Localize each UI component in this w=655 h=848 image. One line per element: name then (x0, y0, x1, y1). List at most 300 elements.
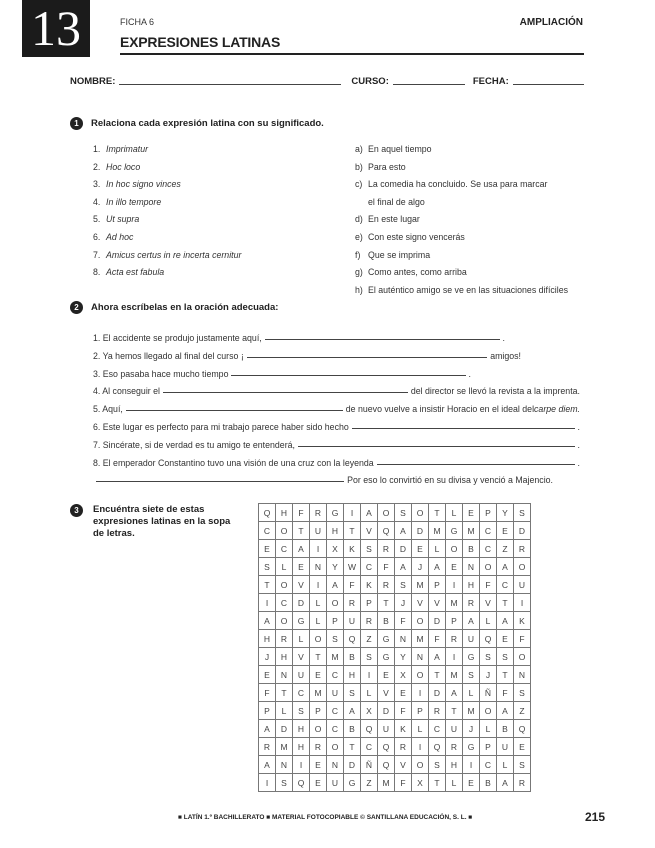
grid-cell[interactable]: T (429, 504, 446, 522)
grid-cell[interactable]: H (293, 738, 310, 756)
grid-cell[interactable]: H (446, 756, 463, 774)
name-field[interactable] (119, 83, 341, 85)
grid-cell[interactable]: H (327, 522, 344, 540)
grid-cell[interactable]: A (446, 684, 463, 702)
grid-cell[interactable]: V (293, 576, 310, 594)
grid-cell[interactable]: O (412, 666, 429, 684)
grid-cell[interactable]: E (446, 558, 463, 576)
grid-cell[interactable]: O (480, 558, 497, 576)
grid-cell[interactable]: X (395, 666, 412, 684)
grid-cell[interactable]: I (446, 648, 463, 666)
grid-cell[interactable]: G (463, 738, 480, 756)
sentence-row (93, 436, 580, 450)
grid-cell[interactable]: T (378, 594, 395, 612)
grid-cell[interactable]: F (497, 684, 514, 702)
grid-cell[interactable]: P (412, 702, 429, 720)
grid-cell[interactable]: S (497, 648, 514, 666)
grid-cell[interactable]: Q (344, 630, 361, 648)
grid-cell[interactable]: F (378, 558, 395, 576)
item-letter: d) (355, 214, 363, 225)
sentence-row (93, 471, 553, 485)
grid-cell[interactable]: Q (378, 522, 395, 540)
grid-cell[interactable]: I (293, 756, 310, 774)
grid-cell[interactable]: T (259, 576, 276, 594)
grid-cell[interactable]: U (378, 720, 395, 738)
grid-cell[interactable]: Q (514, 720, 531, 738)
grid-cell[interactable]: O (480, 702, 497, 720)
grid-cell[interactable]: M (463, 702, 480, 720)
grid-cell[interactable]: D (412, 522, 429, 540)
grid-cell[interactable]: S (395, 504, 412, 522)
grid-cell[interactable]: R (361, 612, 378, 630)
grid-cell[interactable]: L (276, 558, 293, 576)
grid-cell[interactable]: L (276, 702, 293, 720)
grid-cell[interactable]: V (293, 648, 310, 666)
answer-blank[interactable] (352, 428, 575, 429)
grid-cell[interactable]: J (480, 666, 497, 684)
grid-cell[interactable]: B (344, 648, 361, 666)
grid-cell[interactable]: Q (293, 774, 310, 792)
grid-cell[interactable]: B (344, 720, 361, 738)
grid-cell[interactable]: R (395, 738, 412, 756)
grid-cell[interactable]: A (429, 648, 446, 666)
grid-cell[interactable]: D (514, 522, 531, 540)
grid-cell[interactable]: Q (361, 720, 378, 738)
grid-cell[interactable]: D (378, 702, 395, 720)
grid-cell[interactable]: N (514, 666, 531, 684)
grid-cell[interactable]: D (276, 720, 293, 738)
grid-cell[interactable]: M (446, 666, 463, 684)
grid-cell[interactable]: F (395, 702, 412, 720)
grid-cell[interactable]: U (463, 630, 480, 648)
grid-cell[interactable]: E (463, 504, 480, 522)
grid-cell[interactable]: B (463, 540, 480, 558)
grid-cell[interactable]: S (293, 702, 310, 720)
list-item (355, 264, 568, 282)
grid-cell[interactable]: K (344, 540, 361, 558)
grid-cell[interactable]: P (361, 594, 378, 612)
exercise-number: 3 (70, 504, 83, 517)
meaning: Como antes, como arriba (368, 267, 467, 278)
grid-cell[interactable]: H (293, 720, 310, 738)
item-letter: b) (355, 161, 363, 172)
grid-cell[interactable]: R (344, 594, 361, 612)
grid-cell[interactable]: O (412, 504, 429, 522)
grid-cell[interactable]: L (361, 684, 378, 702)
grid-cell[interactable]: A (497, 702, 514, 720)
grid-cell[interactable]: V (480, 594, 497, 612)
grid-cell[interactable]: M (412, 630, 429, 648)
grid-cell[interactable]: T (310, 648, 327, 666)
grid-cell[interactable]: E (259, 666, 276, 684)
grid-cell[interactable]: A (463, 612, 480, 630)
grid-cell[interactable]: V (361, 522, 378, 540)
grid-cell[interactable]: A (293, 540, 310, 558)
grid-cell[interactable]: J (412, 558, 429, 576)
grid-cell[interactable]: C (327, 720, 344, 738)
grid-cell[interactable]: Ñ (361, 756, 378, 774)
grid-cell[interactable]: N (463, 558, 480, 576)
grid-cell[interactable]: O (378, 504, 395, 522)
grid-cell[interactable]: L (446, 504, 463, 522)
answer-blank[interactable] (298, 446, 575, 447)
grid-cell[interactable]: M (327, 648, 344, 666)
grid-cell[interactable]: Z (361, 774, 378, 792)
grid-cell[interactable]: R (429, 702, 446, 720)
grid-cell[interactable]: R (463, 594, 480, 612)
item-letter: f) (355, 249, 361, 260)
grid-cell[interactable]: K (514, 612, 531, 630)
grid-cell[interactable]: R (446, 630, 463, 648)
grid-cell[interactable]: V (412, 594, 429, 612)
grid-cell[interactable]: L (480, 720, 497, 738)
student-info-row (70, 76, 584, 87)
grid-cell[interactable]: V (395, 756, 412, 774)
grid-cell[interactable]: S (259, 558, 276, 576)
grid-cell[interactable]: O (327, 594, 344, 612)
grid-cell[interactable]: O (276, 522, 293, 540)
grid-cell[interactable]: N (395, 630, 412, 648)
grid-cell[interactable]: U (497, 738, 514, 756)
grid-cell[interactable]: U (327, 684, 344, 702)
grid-cell[interactable]: R (378, 576, 395, 594)
grid-cell[interactable]: I (344, 504, 361, 522)
course-field[interactable] (393, 83, 465, 85)
grid-cell[interactable]: W (344, 558, 361, 576)
grid-cell[interactable]: K (395, 720, 412, 738)
grid-cell[interactable]: A (497, 774, 514, 792)
grid-cell[interactable]: O (446, 540, 463, 558)
grid-cell[interactable]: Q (480, 630, 497, 648)
meaning: El auténtico amigo se ve en las situaciones difíciles (368, 284, 568, 295)
grid-cell[interactable]: D (395, 540, 412, 558)
grid-cell[interactable]: T (276, 684, 293, 702)
grid-cell[interactable]: K (361, 576, 378, 594)
grid-cell[interactable]: C (259, 522, 276, 540)
grid-cell[interactable]: R (310, 738, 327, 756)
grid-cell[interactable]: C (276, 540, 293, 558)
grid-cell[interactable]: A (429, 558, 446, 576)
grid-cell[interactable]: F (344, 576, 361, 594)
grid-cell[interactable]: A (497, 558, 514, 576)
grid-cell[interactable]: Ñ (480, 684, 497, 702)
answer-blank[interactable] (96, 481, 344, 482)
grid-cell[interactable]: A (259, 720, 276, 738)
sentence-row (93, 400, 580, 414)
grid-cell[interactable]: P (259, 702, 276, 720)
grid-cell[interactable]: N (327, 756, 344, 774)
grid-cell[interactable]: M (412, 576, 429, 594)
date-field[interactable] (513, 83, 584, 85)
answer-blank[interactable] (265, 339, 500, 340)
answer-blank[interactable] (377, 464, 575, 465)
grid-cell[interactable]: C (327, 666, 344, 684)
grid-cell[interactable]: R (446, 738, 463, 756)
grid-cell[interactable]: A (395, 522, 412, 540)
grid-cell[interactable]: P (480, 738, 497, 756)
grid-cell[interactable]: C (429, 720, 446, 738)
grid-cell[interactable]: C (480, 522, 497, 540)
grid-cell[interactable]: T (344, 738, 361, 756)
grid-cell[interactable]: I (412, 684, 429, 702)
answer-blank[interactable] (231, 375, 465, 376)
grid-cell[interactable]: G (327, 504, 344, 522)
grid-cell[interactable]: S (463, 666, 480, 684)
grid-cell[interactable]: U (514, 576, 531, 594)
grid-cell[interactable]: F (259, 684, 276, 702)
sentence-row (93, 418, 580, 432)
grid-cell[interactable]: L (412, 720, 429, 738)
footer-text: ■ LATÍN 1.º BACHILLERATO ■ MATERIAL FOTOCOPIABLE © SANTILLANA EDUCACIÓN, S. L. ■ (178, 814, 473, 821)
grid-cell[interactable]: O (514, 648, 531, 666)
grid-cell[interactable]: S (361, 648, 378, 666)
grid-cell[interactable]: A (344, 702, 361, 720)
grid-cell[interactable]: G (378, 648, 395, 666)
grid-row (259, 756, 531, 774)
grid-cell[interactable]: J (259, 648, 276, 666)
grid-row (259, 504, 531, 522)
item-number: 4. (93, 196, 101, 207)
grid-cell[interactable]: V (378, 684, 395, 702)
grid-cell[interactable]: C (361, 558, 378, 576)
grid-cell[interactable]: R (259, 738, 276, 756)
grid-cell[interactable]: L (463, 684, 480, 702)
item-number: 6. (93, 231, 101, 242)
grid-cell[interactable]: M (378, 774, 395, 792)
grid-cell[interactable]: D (344, 756, 361, 774)
grid-cell[interactable]: E (497, 630, 514, 648)
grid-cell[interactable]: M (310, 684, 327, 702)
grid-cell[interactable]: T (344, 522, 361, 540)
grid-cell[interactable]: C (497, 576, 514, 594)
grid-cell[interactable]: G (344, 774, 361, 792)
grid-cell[interactable]: U (310, 522, 327, 540)
grid-cell[interactable]: D (429, 612, 446, 630)
grid-cell[interactable]: I (361, 666, 378, 684)
grid-cell[interactable]: E (514, 738, 531, 756)
grid-cell[interactable]: P (429, 576, 446, 594)
grid-cell[interactable]: X (361, 702, 378, 720)
grid-cell[interactable]: H (276, 648, 293, 666)
grid-cell[interactable]: N (310, 558, 327, 576)
grid-cell[interactable]: H (344, 666, 361, 684)
grid-cell[interactable]: O (412, 612, 429, 630)
grid-cell[interactable]: Z (514, 702, 531, 720)
grid-cell[interactable]: L (446, 774, 463, 792)
grid-cell[interactable]: C (327, 702, 344, 720)
answer-blank[interactable] (247, 357, 487, 358)
grid-cell[interactable]: E (293, 558, 310, 576)
grid-cell[interactable]: E (259, 540, 276, 558)
sentence-text: 3. Eso pasaba hace mucho tiempo (93, 368, 229, 379)
grid-cell[interactable]: E (310, 774, 327, 792)
grid-cell[interactable]: J (463, 720, 480, 738)
grid-cell[interactable]: C (293, 684, 310, 702)
grid-cell[interactable]: I (259, 594, 276, 612)
grid-cell[interactable]: U (344, 612, 361, 630)
grid-cell[interactable]: M (446, 594, 463, 612)
grid-cell[interactable]: E (310, 666, 327, 684)
grid-cell[interactable]: C (276, 594, 293, 612)
grid-cell[interactable]: E (378, 666, 395, 684)
grid-cell[interactable]: Y (497, 504, 514, 522)
grid-cell[interactable]: I (514, 594, 531, 612)
grid-cell[interactable]: A (395, 558, 412, 576)
answer-blank[interactable] (126, 410, 343, 411)
grid-cell[interactable]: P (310, 702, 327, 720)
sentence-text: 1. El accidente se produjo justamente aquí, (93, 333, 262, 343)
grid-cell[interactable]: P (327, 612, 344, 630)
grid-cell[interactable]: R (514, 540, 531, 558)
grid-cell[interactable]: H (463, 576, 480, 594)
sentence-text: 2. Ya hemos llegado al final del curso ¡ (93, 350, 244, 361)
answer-blank[interactable] (163, 392, 408, 393)
grid-cell[interactable]: S (361, 540, 378, 558)
latin-expression: Ad hoc (106, 231, 134, 242)
sentence-text: 8. El emperador Constantino tuvo una visión de una cruz con la leyenda (93, 457, 374, 468)
grid-cell[interactable]: O (327, 738, 344, 756)
grid-cell[interactable]: Q (378, 738, 395, 756)
grid-cell[interactable]: P (446, 612, 463, 630)
grid-cell[interactable]: L (310, 594, 327, 612)
grid-cell[interactable]: B (497, 720, 514, 738)
grid-cell[interactable]: M (429, 522, 446, 540)
grid-cell[interactable]: C (361, 738, 378, 756)
grid-cell[interactable]: T (429, 666, 446, 684)
grid-cell[interactable]: B (480, 774, 497, 792)
grid-cell[interactable]: U (293, 666, 310, 684)
grid-cell[interactable]: S (344, 684, 361, 702)
grid-cell[interactable]: I (310, 576, 327, 594)
grid-cell[interactable]: F (514, 630, 531, 648)
grid-cell[interactable]: O (412, 756, 429, 774)
grid-cell[interactable]: D (429, 684, 446, 702)
grid-cell[interactable]: S (514, 504, 531, 522)
grid-row (259, 702, 531, 720)
grid-cell[interactable]: L (497, 756, 514, 774)
grid-cell[interactable]: A (497, 612, 514, 630)
grid-row (259, 684, 531, 702)
grid-cell[interactable]: Z (361, 630, 378, 648)
grid-cell[interactable]: G (293, 612, 310, 630)
grid-cell[interactable]: I (310, 540, 327, 558)
grid-cell[interactable]: H (276, 504, 293, 522)
grid-cell[interactable]: E (412, 540, 429, 558)
grid-cell[interactable]: A (361, 504, 378, 522)
item-number: 8. (93, 267, 101, 278)
grid-cell[interactable]: I (259, 774, 276, 792)
grid-cell[interactable]: T (446, 702, 463, 720)
grid-cell[interactable]: S (514, 756, 531, 774)
grid-cell[interactable]: I (463, 756, 480, 774)
grid-cell[interactable]: Q (429, 738, 446, 756)
grid-cell[interactable]: V (429, 594, 446, 612)
grid-cell[interactable]: L (293, 630, 310, 648)
grid-cell[interactable]: L (480, 612, 497, 630)
grid-cell[interactable]: S (327, 630, 344, 648)
grid-cell[interactable]: U (327, 774, 344, 792)
grid-cell[interactable]: Y (327, 558, 344, 576)
grid-cell[interactable]: S (395, 576, 412, 594)
grid-cell[interactable]: N (276, 666, 293, 684)
grid-cell[interactable]: O (276, 576, 293, 594)
grid-cell[interactable]: M (463, 522, 480, 540)
grid-cell[interactable]: T (429, 774, 446, 792)
grid-cell[interactable]: A (259, 756, 276, 774)
grid-cell[interactable]: E (310, 756, 327, 774)
grid-cell[interactable]: Y (395, 648, 412, 666)
grid-cell[interactable]: G (446, 522, 463, 540)
grid-cell[interactable]: L (310, 612, 327, 630)
grid-cell[interactable]: O (310, 720, 327, 738)
grid-cell[interactable]: F (293, 504, 310, 522)
grid-cell[interactable]: X (412, 774, 429, 792)
grid-cell[interactable]: G (463, 648, 480, 666)
meaning: En aquel tiempo (368, 144, 432, 154)
grid-cell[interactable]: E (395, 684, 412, 702)
grid-cell[interactable]: C (480, 756, 497, 774)
grid-cell[interactable]: O (514, 558, 531, 576)
grid-cell[interactable]: Q (378, 756, 395, 774)
grid-cell[interactable]: S (429, 756, 446, 774)
grid-cell[interactable]: T (293, 522, 310, 540)
grid-cell[interactable]: I (446, 576, 463, 594)
grid-cell[interactable]: A (327, 576, 344, 594)
grid-cell[interactable]: A (259, 612, 276, 630)
grid-cell[interactable]: H (259, 630, 276, 648)
grid-cell[interactable]: R (378, 540, 395, 558)
grid-cell[interactable]: N (276, 756, 293, 774)
grid-cell[interactable]: Q (259, 504, 276, 522)
grid-cell[interactable]: X (327, 540, 344, 558)
grid-cell[interactable]: P (480, 504, 497, 522)
grid-cell[interactable]: S (514, 684, 531, 702)
grid-cell[interactable]: E (497, 522, 514, 540)
grid-cell[interactable]: L (429, 540, 446, 558)
grid-cell[interactable]: R (276, 630, 293, 648)
grid-cell[interactable]: J (395, 594, 412, 612)
grid-cell[interactable]: F (395, 774, 412, 792)
grid-cell[interactable]: I (412, 738, 429, 756)
grid-cell[interactable]: N (412, 648, 429, 666)
grid-cell[interactable]: F (480, 576, 497, 594)
list-item (355, 229, 568, 247)
grid-cell[interactable]: S (480, 648, 497, 666)
grid-cell[interactable]: U (446, 720, 463, 738)
grid-cell[interactable]: S (276, 774, 293, 792)
grid-cell[interactable]: M (276, 738, 293, 756)
grid-cell[interactable]: C (480, 540, 497, 558)
grid-cell[interactable]: F (429, 630, 446, 648)
grid-cell[interactable]: B (378, 612, 395, 630)
sentence-text: 5. Aquí, (93, 404, 123, 415)
grid-cell[interactable]: E (463, 774, 480, 792)
grid-cell[interactable]: D (293, 594, 310, 612)
grid-cell[interactable]: T (497, 666, 514, 684)
grid-cell[interactable]: G (378, 630, 395, 648)
grid-cell[interactable]: O (276, 612, 293, 630)
grid-cell[interactable]: Z (497, 540, 514, 558)
page-title: EXPRESIONES LATINAS (120, 34, 281, 50)
item-number: 5. (93, 214, 101, 225)
latin-expression: Hoc loco (106, 161, 141, 172)
grid-cell[interactable]: F (395, 612, 412, 630)
grid-cell[interactable]: R (514, 774, 531, 792)
grid-row (259, 648, 531, 666)
grid-cell[interactable]: T (497, 594, 514, 612)
grid-cell[interactable]: R (310, 504, 327, 522)
grid-cell[interactable]: O (310, 630, 327, 648)
